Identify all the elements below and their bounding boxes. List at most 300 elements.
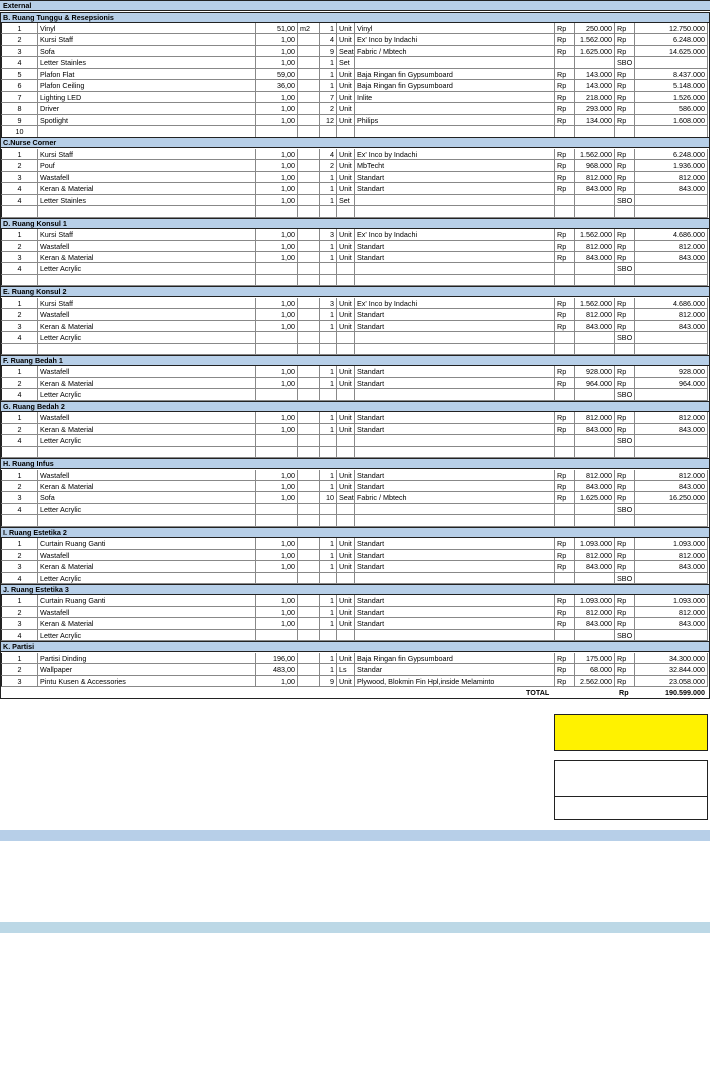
- cell-total-price: 812.000: [635, 470, 708, 482]
- cell-item: Wastafell: [38, 412, 256, 424]
- cell-qty: 10: [320, 492, 337, 504]
- cell-unit-price: [575, 263, 615, 275]
- cell-no: 2: [0, 160, 38, 172]
- cell-unit-price: 1.625.000: [575, 492, 615, 504]
- cell-total-price: [635, 447, 708, 459]
- cell-total-price: 843.000: [635, 424, 708, 436]
- cell-spec: [355, 344, 555, 356]
- cell-spec: [355, 504, 555, 516]
- cell-volume-unit: [298, 435, 320, 447]
- cell-volume-unit: [298, 504, 320, 516]
- cell-spec: Standart: [355, 366, 555, 378]
- cell-qty: [320, 206, 337, 218]
- cell-unit-price: [575, 206, 615, 218]
- cell-total-price: 1.608.000: [635, 115, 708, 127]
- summary-total-row: [555, 715, 707, 727]
- cell-spec: [355, 332, 555, 344]
- cell-volume: 1,00: [256, 309, 298, 321]
- cell-qty: [320, 344, 337, 356]
- cell-volume-unit: [298, 481, 320, 493]
- cell-unit: Unit: [337, 149, 355, 161]
- cell-unit-price: [575, 573, 615, 585]
- cell-no: 4: [0, 573, 38, 585]
- cell-unit-price: 1.093.000: [575, 538, 615, 550]
- cell-no: 4: [0, 504, 38, 516]
- cell-spec: Standart: [355, 550, 555, 562]
- cell-price-currency: [555, 57, 575, 69]
- total-currency: Rp: [619, 688, 629, 698]
- cell-total-currency: SBO: [615, 332, 635, 344]
- cell-volume-unit: [298, 309, 320, 321]
- cell-qty: 1: [320, 481, 337, 493]
- table-row: [0, 160, 710, 172]
- cell-no: 1: [0, 470, 38, 482]
- table-row: [0, 321, 710, 333]
- cell-price-currency: [555, 515, 575, 527]
- cell-unit: Unit: [337, 160, 355, 172]
- cell-total-currency: Rp: [615, 378, 635, 390]
- cell-no: [0, 206, 38, 218]
- cell-volume-unit: [298, 206, 320, 218]
- cell-spec: Standart: [355, 424, 555, 436]
- cell-price-currency: Rp: [555, 183, 575, 195]
- table-row: [0, 23, 710, 35]
- cell-spec: Ex' Inco by Indachi: [355, 229, 555, 241]
- cell-no: 2: [0, 378, 38, 390]
- cell-volume: 1,00: [256, 34, 298, 46]
- cell-spec: [355, 126, 555, 138]
- cell-unit-price: 1.562.000: [575, 34, 615, 46]
- table-row: [0, 573, 710, 585]
- cell-unit: [337, 206, 355, 218]
- table-row: [0, 309, 710, 321]
- section-header: [0, 218, 710, 229]
- cell-unit: [337, 504, 355, 516]
- cell-qty: 9: [320, 46, 337, 58]
- cell-no: 4: [0, 183, 38, 195]
- cell-unit: Unit: [337, 172, 355, 184]
- cell-unit: [337, 573, 355, 585]
- cell-unit-price: 175.000: [575, 653, 615, 665]
- cell-item: Kursi Staff: [38, 149, 256, 161]
- cell-total-price: 1.093.000: [635, 538, 708, 550]
- cell-price-currency: Rp: [555, 676, 575, 688]
- cell-total-currency: SBO: [615, 195, 635, 207]
- cell-qty: 1: [320, 424, 337, 436]
- cell-qty: 1: [320, 80, 337, 92]
- cell-total-currency: Rp: [615, 160, 635, 172]
- table-row: [0, 595, 710, 607]
- cell-total-currency: Rp: [615, 252, 635, 264]
- cell-unit: Unit: [337, 653, 355, 665]
- cell-unit: Set: [337, 195, 355, 207]
- table-row: [0, 653, 710, 665]
- summary-grand-row: [555, 738, 707, 750]
- cell-total-currency: Rp: [615, 607, 635, 619]
- cell-item: Plafon Flat: [38, 69, 256, 81]
- cell-spec: Vinyl: [355, 23, 555, 35]
- cell-item: Keran & Material: [38, 252, 256, 264]
- cell-spec: [355, 275, 555, 287]
- cell-item: [38, 275, 256, 287]
- cell-total-currency: [615, 344, 635, 356]
- cell-volume: [256, 275, 298, 287]
- cell-total-currency: [615, 206, 635, 218]
- cell-total-price: 843.000: [635, 252, 708, 264]
- cell-spec: [355, 263, 555, 275]
- table-row: [0, 435, 710, 447]
- cell-unit-price: [575, 515, 615, 527]
- cell-price-currency: [555, 435, 575, 447]
- cell-volume: 1,00: [256, 607, 298, 619]
- cell-total-price: 14.625.000: [635, 46, 708, 58]
- cell-price-currency: Rp: [555, 653, 575, 665]
- cell-total-price: 586.000: [635, 103, 708, 115]
- cell-unit: [337, 263, 355, 275]
- cell-total-currency: Rp: [615, 653, 635, 665]
- cell-no: [0, 447, 38, 459]
- cell-unit: Unit: [337, 34, 355, 46]
- cell-price-currency: Rp: [555, 595, 575, 607]
- cell-total-currency: Rp: [615, 550, 635, 562]
- cell-volume-unit: [298, 149, 320, 161]
- cell-spec: Standart: [355, 561, 555, 573]
- cell-spec: Inlite: [355, 92, 555, 104]
- table-row: [0, 275, 710, 287]
- cell-qty: 1: [320, 57, 337, 69]
- cell-unit: Ls: [337, 664, 355, 676]
- cell-spec: Baja Ringan fin Gypsumboard: [355, 80, 555, 92]
- grand-total-row: [0, 687, 710, 699]
- cell-item: Wastafell: [38, 172, 256, 184]
- cell-volume: [256, 126, 298, 138]
- cell-total-price: 812.000: [635, 172, 708, 184]
- cell-spec: [355, 447, 555, 459]
- cell-no: [0, 275, 38, 287]
- cell-volume-unit: [298, 69, 320, 81]
- cell-no: 1: [0, 298, 38, 310]
- cell-unit-price: [575, 435, 615, 447]
- cell-spec: Standart: [355, 538, 555, 550]
- cell-total-currency: Rp: [615, 412, 635, 424]
- cell-volume-unit: [298, 492, 320, 504]
- cell-volume: [256, 504, 298, 516]
- cell-no: 7: [0, 92, 38, 104]
- cell-unit-price: 134.000: [575, 115, 615, 127]
- cell-qty: [320, 504, 337, 516]
- cell-unit-price: [575, 447, 615, 459]
- cell-no: 2: [0, 34, 38, 46]
- cell-unit: Unit: [337, 618, 355, 630]
- cell-no: 1: [0, 595, 38, 607]
- cell-spec: Fabric / Mbtech: [355, 46, 555, 58]
- table-row: [0, 183, 710, 195]
- cell-price-currency: [555, 504, 575, 516]
- section-header: [0, 137, 710, 148]
- cell-unit: Unit: [337, 92, 355, 104]
- section-title: K. Partisi: [3, 642, 35, 652]
- cell-total-currency: Rp: [615, 618, 635, 630]
- cell-qty: 1: [320, 561, 337, 573]
- cell-volume-unit: [298, 241, 320, 253]
- cell-unit: Unit: [337, 69, 355, 81]
- cell-item: [38, 344, 256, 356]
- cell-volume: 1,00: [256, 618, 298, 630]
- cell-price-currency: Rp: [555, 34, 575, 46]
- cell-price-currency: Rp: [555, 321, 575, 333]
- cell-total-price: [635, 126, 708, 138]
- cell-total-currency: Rp: [615, 366, 635, 378]
- cell-volume-unit: [298, 195, 320, 207]
- payment-total-row: [555, 796, 707, 809]
- section-header: [0, 286, 710, 297]
- cell-unit-price: [575, 630, 615, 642]
- cell-price-currency: Rp: [555, 481, 575, 493]
- cell-total-price: 928.000: [635, 366, 708, 378]
- cell-spec: Standart: [355, 309, 555, 321]
- cell-volume: 1,00: [256, 424, 298, 436]
- cell-volume-unit: [298, 366, 320, 378]
- cell-price-currency: [555, 447, 575, 459]
- section-title: G. Ruang Bedah 2: [3, 401, 65, 411]
- cell-volume: 196,00: [256, 653, 298, 665]
- cell-total-currency: Rp: [615, 149, 635, 161]
- table-row: [0, 332, 710, 344]
- table-row: [0, 470, 710, 482]
- cell-volume-unit: [298, 676, 320, 688]
- cell-no: 2: [0, 481, 38, 493]
- table-row: [0, 630, 710, 642]
- cell-total-currency: Rp: [615, 229, 635, 241]
- cell-volume-unit: [298, 332, 320, 344]
- cell-price-currency: Rp: [555, 378, 575, 390]
- cell-total-price: [635, 275, 708, 287]
- cell-item: Wastafell: [38, 470, 256, 482]
- cell-qty: [320, 332, 337, 344]
- cell-spec: [355, 573, 555, 585]
- cell-unit-price: [575, 332, 615, 344]
- section-header: [0, 641, 710, 652]
- cell-total-price: 6.248.000: [635, 149, 708, 161]
- cell-no: 3: [0, 172, 38, 184]
- cell-volume: [256, 573, 298, 585]
- cell-no: 8: [0, 103, 38, 115]
- cell-no: 1: [0, 23, 38, 35]
- cell-volume-unit: [298, 538, 320, 550]
- cell-total-currency: SBO: [615, 573, 635, 585]
- cell-no: 3: [0, 561, 38, 573]
- cell-qty: [320, 263, 337, 275]
- cell-volume: [256, 344, 298, 356]
- cell-total-currency: Rp: [615, 561, 635, 573]
- cell-volume: 1,00: [256, 378, 298, 390]
- cell-volume: [256, 206, 298, 218]
- cell-unit-price: 293.000: [575, 103, 615, 115]
- cell-unit: Seat: [339, 46, 354, 56]
- cell-no: 1: [0, 149, 38, 161]
- cell-unit: [337, 515, 355, 527]
- cell-item: Sofa: [38, 46, 256, 58]
- cell-volume-unit: [298, 653, 320, 665]
- cell-unit: [337, 126, 355, 138]
- cell-volume: 1,00: [256, 229, 298, 241]
- cell-volume-unit: [298, 573, 320, 585]
- table-row: [0, 676, 710, 688]
- cell-unit-price: 812.000: [575, 412, 615, 424]
- cell-qty: [320, 515, 337, 527]
- section-title: C.Nurse Corner: [3, 138, 57, 148]
- cell-unit-price: 143.000: [575, 69, 615, 81]
- cell-total-currency: [615, 515, 635, 527]
- cell-unit-price: [575, 126, 615, 138]
- cell-total-currency: Rp: [615, 34, 635, 46]
- cell-unit-price: 843.000: [575, 561, 615, 573]
- cell-total-currency: Rp: [615, 309, 635, 321]
- cell-no: 10: [0, 126, 38, 138]
- cell-total-currency: Rp: [615, 321, 635, 333]
- table-row: [0, 103, 710, 115]
- cell-spec: Standart: [355, 378, 555, 390]
- cell-qty: 1: [320, 595, 337, 607]
- section-title: D. Ruang Konsul 1: [3, 218, 67, 228]
- cell-volume-unit: [298, 172, 320, 184]
- cell-total-currency: Rp: [615, 80, 635, 92]
- cell-total-price: 4.686.000: [635, 229, 708, 241]
- cell-price-currency: Rp: [555, 550, 575, 562]
- cell-qty: [320, 389, 337, 401]
- cell-qty: [320, 447, 337, 459]
- cell-item: Wallpaper: [38, 664, 256, 676]
- cell-unit-price: 1.562.000: [575, 229, 615, 241]
- cell-unit-price: 1.093.000: [575, 595, 615, 607]
- cell-volume-unit: m2: [298, 23, 320, 35]
- cell-total-price: 812.000: [635, 550, 708, 562]
- table-row: [0, 263, 710, 275]
- section-title: J. Ruang Estetika 3: [3, 585, 69, 594]
- cell-volume: 1,00: [256, 470, 298, 482]
- table-row: [0, 538, 710, 550]
- cell-no: 1: [0, 538, 38, 550]
- cell-price-currency: Rp: [555, 618, 575, 630]
- cell-spec: [355, 389, 555, 401]
- cell-item: [38, 515, 256, 527]
- cell-item: Letter Acrylic: [38, 263, 256, 275]
- cell-unit: Unit: [337, 23, 355, 35]
- table-row: [0, 34, 710, 46]
- cell-price-currency: [555, 275, 575, 287]
- cell-qty: 1: [320, 321, 337, 333]
- cell-item: Curtain Ruang Ganti: [38, 595, 256, 607]
- cell-unit: Unit: [337, 607, 355, 619]
- cell-volume-unit: [298, 103, 320, 115]
- cell-item: Letter Acrylic: [38, 435, 256, 447]
- cell-volume: [256, 435, 298, 447]
- cell-unit-price: 968.000: [575, 160, 615, 172]
- cell-total-currency: [615, 447, 635, 459]
- table-row: [0, 115, 710, 127]
- cell-item: [38, 206, 256, 218]
- cell-item: Keran & Material: [38, 424, 256, 436]
- cell-volume-unit: [298, 160, 320, 172]
- cell-item: Keran & Material: [38, 183, 256, 195]
- cell-volume: 1,00: [256, 46, 298, 58]
- cell-qty: 1: [320, 252, 337, 264]
- cell-no: 6: [0, 80, 38, 92]
- cell-no: 5: [0, 69, 38, 81]
- cell-total-price: 16.250.000: [635, 492, 708, 504]
- cell-price-currency: Rp: [555, 160, 575, 172]
- cell-total-price: 32.844.000: [635, 664, 708, 676]
- cell-qty: 1: [320, 664, 337, 676]
- cell-item: Kursi Staff: [38, 34, 256, 46]
- table-row: [0, 447, 710, 459]
- cell-unit-price: 843.000: [575, 252, 615, 264]
- table-row: [0, 481, 710, 493]
- cell-total-currency: SBO: [615, 57, 635, 69]
- table-row: [0, 126, 710, 138]
- cell-no: [0, 344, 38, 356]
- cell-spec: MbTecht: [355, 160, 555, 172]
- payment-row: [555, 784, 707, 796]
- cell-total-price: [635, 630, 708, 642]
- table-row: [0, 366, 710, 378]
- cell-volume: 1,00: [256, 183, 298, 195]
- cell-volume-unit: [298, 595, 320, 607]
- cell-unit-price: 812.000: [575, 607, 615, 619]
- cell-item: Keran & Material: [38, 321, 256, 333]
- cell-volume-unit: [298, 618, 320, 630]
- cell-volume-unit: [298, 92, 320, 104]
- cell-total-currency: SBO: [615, 504, 635, 516]
- cell-volume: [256, 332, 298, 344]
- table-row: [0, 378, 710, 390]
- cell-qty: 1: [320, 653, 337, 665]
- cell-unit: Unit: [337, 481, 355, 493]
- cell-qty: 1: [320, 241, 337, 253]
- cell-price-currency: Rp: [555, 561, 575, 573]
- cell-item: Pouf: [38, 160, 256, 172]
- cell-qty: 1: [320, 195, 337, 207]
- cell-volume: 1,00: [256, 115, 298, 127]
- cell-no: 1: [0, 653, 38, 665]
- cell-no: 2: [0, 607, 38, 619]
- cell-volume-unit: [298, 424, 320, 436]
- cell-item: Partisi Dinding: [38, 653, 256, 665]
- table-row: [0, 149, 710, 161]
- section-header: [0, 355, 710, 366]
- cell-volume: 1,00: [256, 241, 298, 253]
- cell-total-price: 1.936.000: [635, 160, 708, 172]
- cell-unit: Unit: [337, 321, 355, 333]
- cell-unit-price: 250.000: [575, 23, 615, 35]
- cell-price-currency: [555, 126, 575, 138]
- cell-total-price: 34.300.000: [635, 653, 708, 665]
- cell-volume: 1,00: [256, 366, 298, 378]
- cell-item: Letter Acrylic: [38, 504, 256, 516]
- cell-unit: Unit: [337, 561, 355, 573]
- cell-item: Letter Stainles: [38, 57, 256, 69]
- cell-price-currency: [555, 195, 575, 207]
- cell-unit-price: 843.000: [575, 183, 615, 195]
- section-title: E. Ruang Konsul 2: [3, 287, 67, 297]
- cell-item: Wastafell: [38, 241, 256, 253]
- cell-volume: 1,00: [256, 492, 298, 504]
- cell-item: Wastafell: [38, 309, 256, 321]
- cell-qty: [320, 573, 337, 585]
- cell-price-currency: [555, 389, 575, 401]
- cell-qty: 1: [320, 470, 337, 482]
- cell-volume-unit: [298, 252, 320, 264]
